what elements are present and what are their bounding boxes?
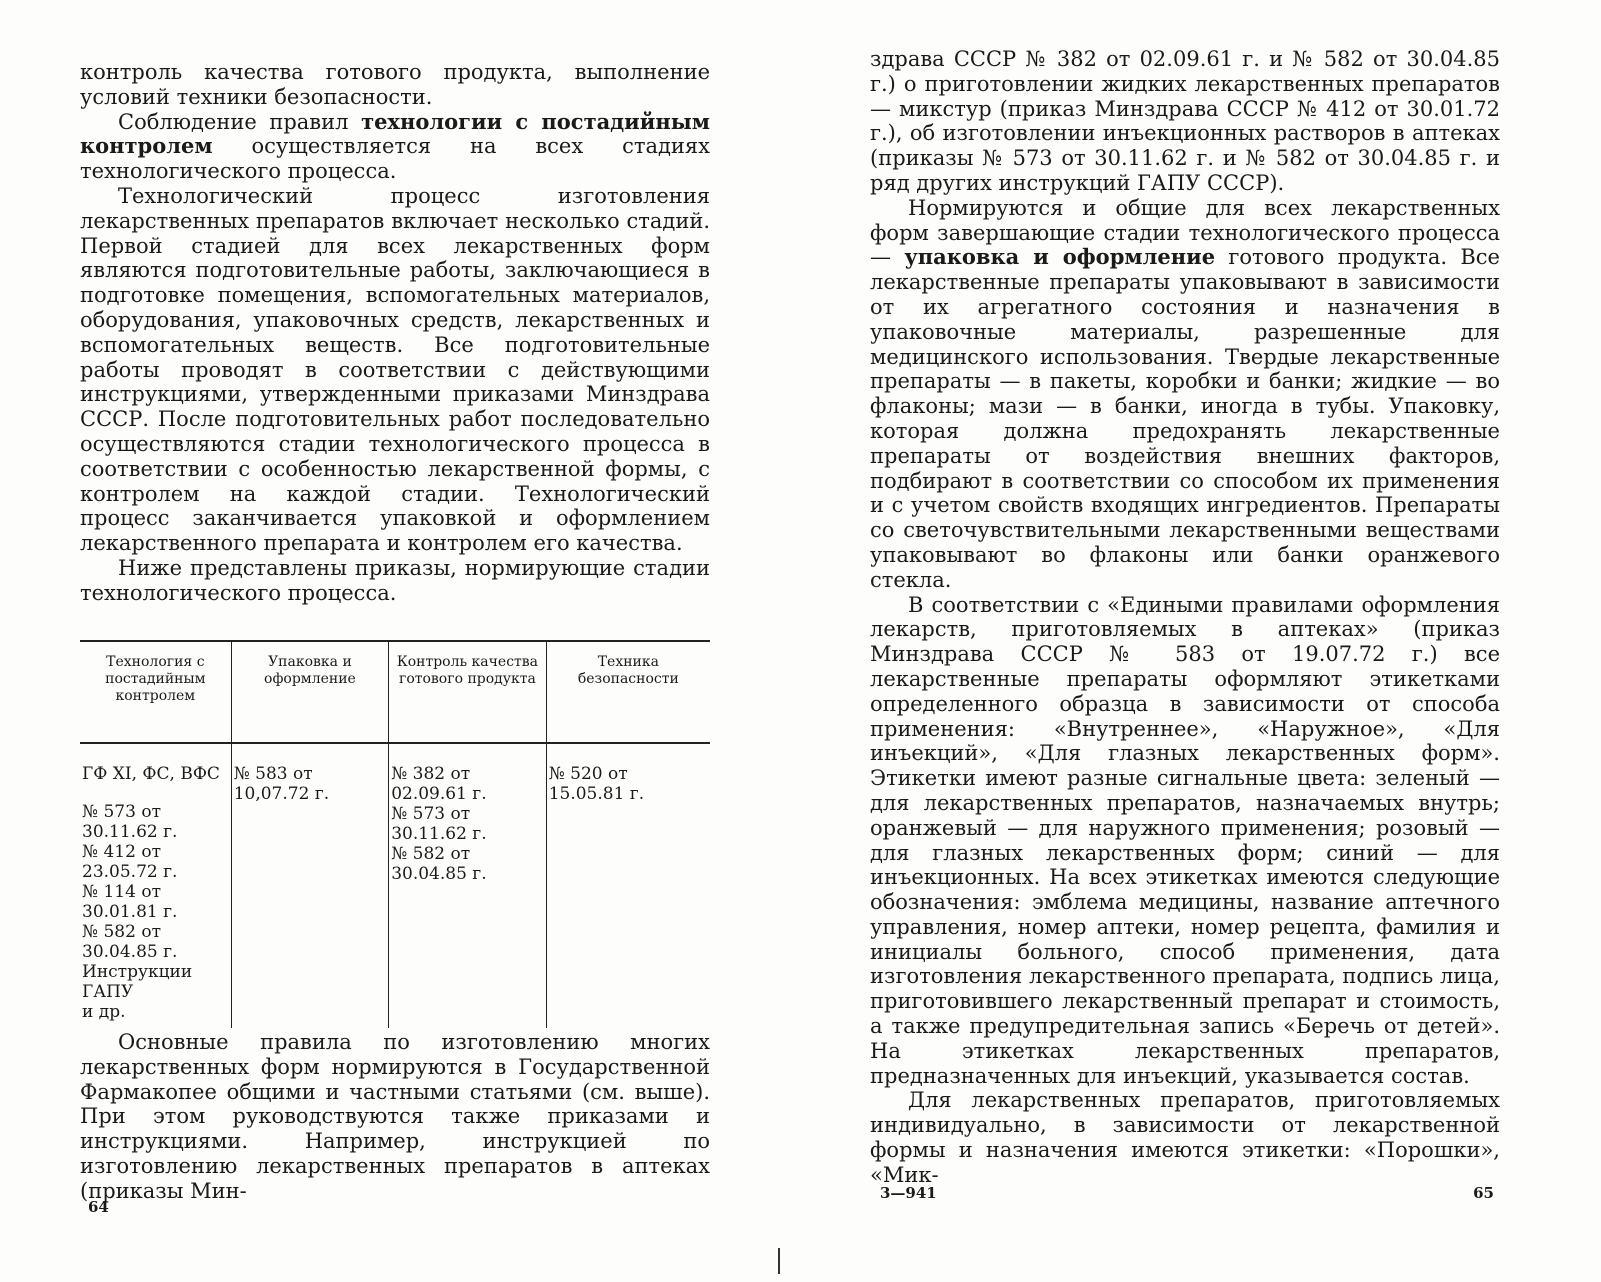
cell-line: 30.01.81 г. [82,902,178,922]
cell-line: 10,07.72 г. [233,784,330,804]
cell-line: № 582 от [391,844,471,864]
left-paragraph-2: Соблюдение правил технологии с постадийным контролем осуществляется на всех стадиях технологического процесса. [80,108,710,184]
cell-line: Инструкции ГАПУ [82,962,193,1002]
cell-line: 30.04.85 г. [391,864,487,884]
cell-line: 02.09.61 г. [391,784,487,804]
orders-table [80,640,710,1028]
bold-term-technology: технологии с постадийным контролем [80,108,710,159]
right-paragraph-2: Нормируются и общие для всех лекарственных форм завершающие стадии технологического процесса — упаковка и оформление готового продукта. Все лекарственные препараты упаковывают в зависимости от их агрегатного состояния и назначения в упаковочные материалы, разрешенные для медицинского использования. Твердые лекарственные препараты — в пакеты, коробки и банки; жидкие — во флаконы; мази — в банки, иногда в тубы. Упаковку, которая должна предохранять лекарственные препараты от воздействия внешних факторов, подбирают в соответствии со способом их применения и с учетом свойств входящих ингредиентов. Препараты со светочувствительными лекарственными веществами упаковывают во флаконы или банки оранжевого стекла. [870,195,1500,592]
table-cell-quality-control [389,743,547,1028]
cell-line: ГФ XI, ФС, ВФС [82,764,220,784]
right-page [870,0,1500,1282]
table-row [80,743,710,1028]
cell-line: № 114 от [82,882,161,902]
left-page [80,0,710,1282]
left-paragraph-4: Ниже представлены приказы, нормирующие стадии технологического процесса. [80,555,710,605]
right-text [870,47,1500,1188]
cell-line: 30.04.85 г. [82,942,178,962]
left-after-table-text [80,1030,710,1204]
right-paragraph-4: Для лекарственных препаратов, приготовляемых индивидуально, в зависимости от лекарственной формы и назначения имеются этикетки: «Порошки», «Мик- [870,1088,1500,1187]
left-intro-text [80,60,710,606]
left-paragraph-1: контроль качества готового продукта, выполнение условий техники безопасности. [80,60,710,109]
gutter-mark [778,1248,780,1274]
right-paragraph-1: здрава СССР № 382 от 02.09.61 г. и № 582 от 30.04.85 г.) о приготовлении жидких лекарственных препаратов — микстур (приказ Минздрава СССР № 412 от 30.01.72 г.), об изготовлении инъекционных растворов в аптеках (приказы № 573 от 30.11.62 г. и № 582 от 30.04.85 г. и ряд других инструкций ГАПУ СССР). [870,47,1500,195]
table-header-cell: Техника безопасности [546,641,710,743]
cell-line: 30.11.62 г. [391,824,487,844]
cell-line: 30.11.62 г. [82,822,178,842]
bold-term-packaging: упаковка и оформление [904,244,1216,270]
cell-line: № 520 от [548,764,628,784]
table-header-row [80,641,710,743]
table-header-cell: Контроль качества готового продукта [389,641,547,743]
page-number-right: 65 [1473,1184,1494,1202]
cell-line: и др. [82,1002,126,1022]
cell-line: № 583 от [233,764,313,784]
cell-line: 23.05.72 г. [82,862,178,882]
table-header-cell: Упаковка и оформление [231,641,389,743]
cell-line: № 573 от [82,802,161,822]
cell-line: № 412 от [82,842,161,862]
page-number-left: 64 [88,1198,109,1216]
table-cell-packaging [231,743,389,1028]
cell-line: № 382 от [391,764,471,784]
cell-line: № 582 от [82,922,161,942]
table-cell-safety [546,743,710,1028]
printer-signature: 3—941 [880,1184,937,1202]
table-cell-technology [80,743,231,1028]
left-paragraph-5: Основные правила по изготовлению многих лекарственных форм нормируются в Государственной Фармакопее общими и частными статьями (см. выше). При этом руководствуются также приказами и инструкциями. Например, инструкцией по изготовлению лекарственных препаратов в аптеках (приказы Мин- [80,1030,710,1203]
right-paragraph-3: В соответствии с «Едиными правилами оформления лекарств, приготовляемых в аптеках» (приказ Минздрава СССР № 583 от 19.07.72 г.) все лекарственные препараты оформляют этикетками определенного образца в зависимости от способа применения: «Внутреннее», «Наружное», «Для инъекций», «Для глазных лекарственных форм». Этикетки имеют разные сигнальные цвета: зеленый — для лекарственных препаратов, назначаемых внутрь; оранжевый — для наружного применения; розовый — для глазных лекарственных форм; синий — для инъекционных. На всех этикетках имеются следующие обозначения: эмблема медицины, название аптечного управления, номер аптеки, номер рецепта, фамилия и инициалы больного, способ применения, дата изготовления лекарственного препарата, подпись лица, приготовившего лекарственный препарат и стоимость, а также предупредительная запись «Беречь от детей». На этикетках лекарственных препаратов, предназначенных для инъекций, указывается состав. [870,592,1500,1088]
left-paragraph-3: Технологический процесс изготовления лекарственных препаратов включает несколько стадий. Первой стадией для всех лекарственных форм являются подготовительные работы, заключающиеся в подготовке помещения, вспомогательных материалов, оборудования, упаковочных средств, лекарственных и вспомогательных веществ. Все подготовительные работы проводят в соответствии с действующими инструкциями, утвержденными приказами Минздрава СССР. После подготовительных работ последовательно осуществляются стадии технологического процесса в соответствии с особенностью лекарственной формы, с контролем на каждой стадии. Технологический процесс заканчивается упаковкой и оформлением лекарственного препарата и контролем его качества. [80,183,710,556]
cell-line: № 573 от [391,804,471,824]
table-header-cell: Технология с постадийным контролем [80,641,231,743]
cell-line: 15.05.81 г. [548,784,645,804]
